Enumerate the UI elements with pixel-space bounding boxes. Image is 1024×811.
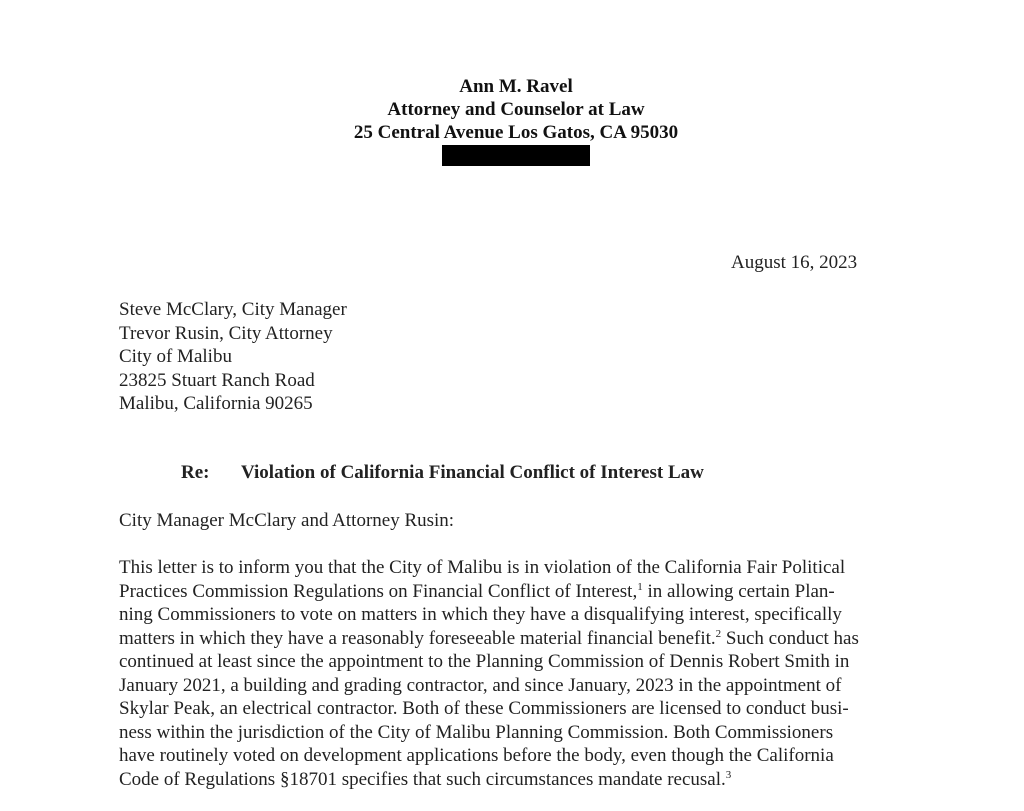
salutation: City Manager McClary and Attorney Rusin:: [119, 510, 455, 531]
letterhead-title: Attorney and Counselor at Law: [387, 99, 645, 120]
recipient-line: Steve McClary, City Manager: [119, 299, 347, 320]
recipient-line: Malibu, California 90265: [119, 393, 313, 414]
body-line: ning Commissioners to vote on matters in which they have a disqualifying interest, specifically: [119, 604, 842, 625]
body-line: This letter is to inform you that the City of Malibu is in violation of the California Fair Political: [119, 557, 846, 578]
body-line: January 2021, a building and grading contractor, and since January, 2023 in the appointment of: [119, 674, 842, 696]
letter-date: August 16, 2023: [731, 252, 858, 273]
body-line: continued at least since the appointment to the Planning Commission of Dennis Robert Smith in: [119, 651, 850, 672]
footnote-marker: 2: [715, 627, 722, 640]
body-line-text: in allowing certain Plan-: [642, 580, 835, 602]
body-line-text: Such conduct has: [721, 627, 859, 649]
recipient-line: Trevor Rusin, City Attorney: [119, 322, 333, 344]
re-line: [181, 462, 704, 484]
recipient-line: 23825 Stuart Ranch Road: [119, 369, 315, 391]
letterhead: [0, 75, 1024, 166]
footnote-marker: 1: [637, 580, 643, 593]
body-line-text: Code of Regulations §18701 specifies that such circumstances mandate recusal.: [119, 768, 726, 790]
recipient-line: City of Malibu: [119, 346, 232, 367]
footnote-marker: 3: [725, 768, 732, 781]
re-label: Re:: [181, 462, 210, 483]
redaction-bar: [442, 145, 590, 166]
body-line: Skylar Peak, an electrical contractor. Both of these Commissioners are licensed to conduct busi-: [119, 698, 849, 719]
body-line-text: Practices Commission Regulations on Financial Conflict of Interest,: [119, 580, 638, 602]
body-line: [119, 768, 919, 792]
body-line: [119, 580, 919, 604]
recipient-address-block: [119, 298, 347, 416]
letterhead-address: 25 Central Avenue Los Gatos, CA 95030: [353, 122, 679, 143]
body-line: ness within the jurisdiction of the City of Malibu Planning Commission. Both Commissioners: [119, 721, 834, 743]
body-line: [119, 627, 919, 651]
body-line-text: matters in which they have a reasonably foreseeable material financial benefit.: [119, 627, 716, 649]
re-subject: Violation of California Financial Conflict of Interest Law: [241, 462, 704, 483]
letterhead-name: Ann M. Ravel: [459, 76, 573, 97]
body-paragraph: [119, 556, 919, 791]
body-line: have routinely voted on development applications before the body, even though the California: [119, 745, 834, 766]
